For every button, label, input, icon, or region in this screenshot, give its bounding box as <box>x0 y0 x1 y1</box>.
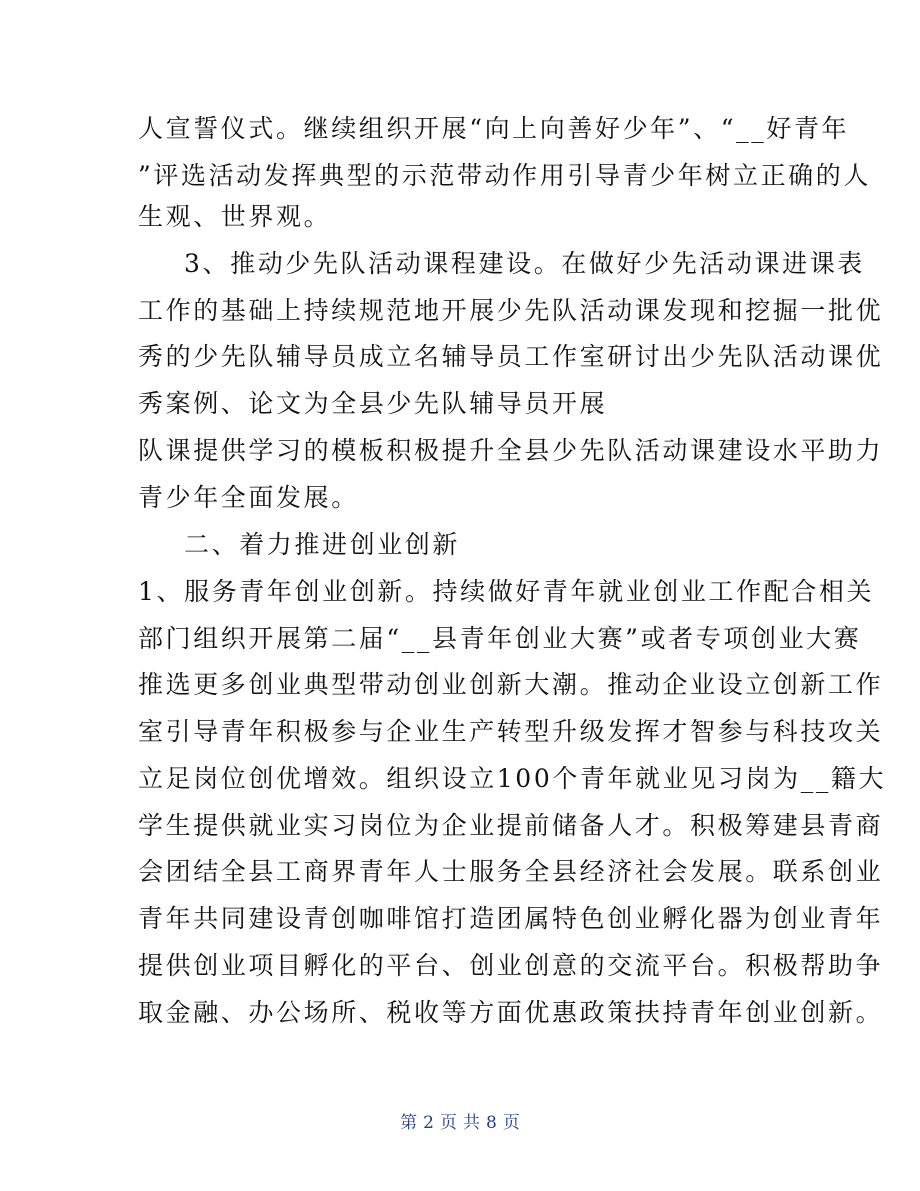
paragraph-line: 立足岗位创优增效。组织设立100个青年就业见习岗为__籍大 <box>138 764 887 793</box>
paragraph-line: 青年共同建设青创咖啡馆打造团属特色创业孵化器为创业青年 <box>138 904 884 933</box>
paragraph-line: 秀的少先队辅导员成立名辅导员工作室研讨出少先队活动课优 <box>138 342 884 371</box>
footer-page-word: 页 <box>440 1113 457 1133</box>
page-footer <box>0 1112 920 1134</box>
paragraph-line: 推选更多创业典型带动创业创新大潮。推动企业设立创新工作 <box>138 670 884 699</box>
paragraph-line: 取金融、办公场所、税收等方面优惠政策扶持青年创业创新。 <box>138 998 884 1027</box>
paragraph-line: 会团结全县工商界青年人士服务全县经济社会发展。联系创业 <box>138 857 884 886</box>
paragraph-line: 工作的基础上持续规范地开展少先队活动课发现和挖掘一批优 <box>138 296 884 325</box>
paragraph-line: 秀案例、论文为全县少先队辅导员开展 <box>138 389 608 418</box>
footer-current-page: 2 <box>423 1113 434 1133</box>
footer-suffix: 页 <box>502 1113 520 1133</box>
footer-total-word: 共 <box>463 1113 480 1133</box>
paragraph-line: 室引导青年积极参与企业生产转型升级发挥才智参与科技攻关 <box>138 717 884 746</box>
paragraph-line: 1、服务青年创业创新。持续做好青年就业创业工作配合相关 <box>138 577 875 606</box>
paragraph-line: 青少年全面发展。 <box>138 483 359 512</box>
paragraph-line: 生观、世界观。 <box>138 202 332 231</box>
footer-total-pages: 8 <box>486 1113 497 1133</box>
paragraph-line: 3、推动少先队活动课程建设。在做好少先活动课进课表 <box>184 249 865 278</box>
paragraph-line: 学生提供就业实习岗位为企业提前储备人才。积极筹建县青商 <box>138 811 884 840</box>
paragraph-line: 部门组织开展第二届“__县青年创业大赛”或者专项创业大赛 <box>138 624 862 653</box>
paragraph-line: 队课提供学习的模板积极提升全县少先队活动课建设水平助力 <box>138 436 884 465</box>
paragraph-line: ”评选活动发挥典型的示范带动作用引导青少年树立正确的人 <box>138 161 871 190</box>
footer-prefix: 第 <box>400 1113 418 1133</box>
paragraph-line: 人宣誓仪式。继续组织开展“向上向善好少年”、“__好青年 <box>138 114 850 143</box>
section-heading: 二、着力推进创业创新 <box>184 530 461 559</box>
paragraph-line: 提供创业项目孵化的平台、创业创意的交流平台。积极帮助争 <box>138 951 884 980</box>
